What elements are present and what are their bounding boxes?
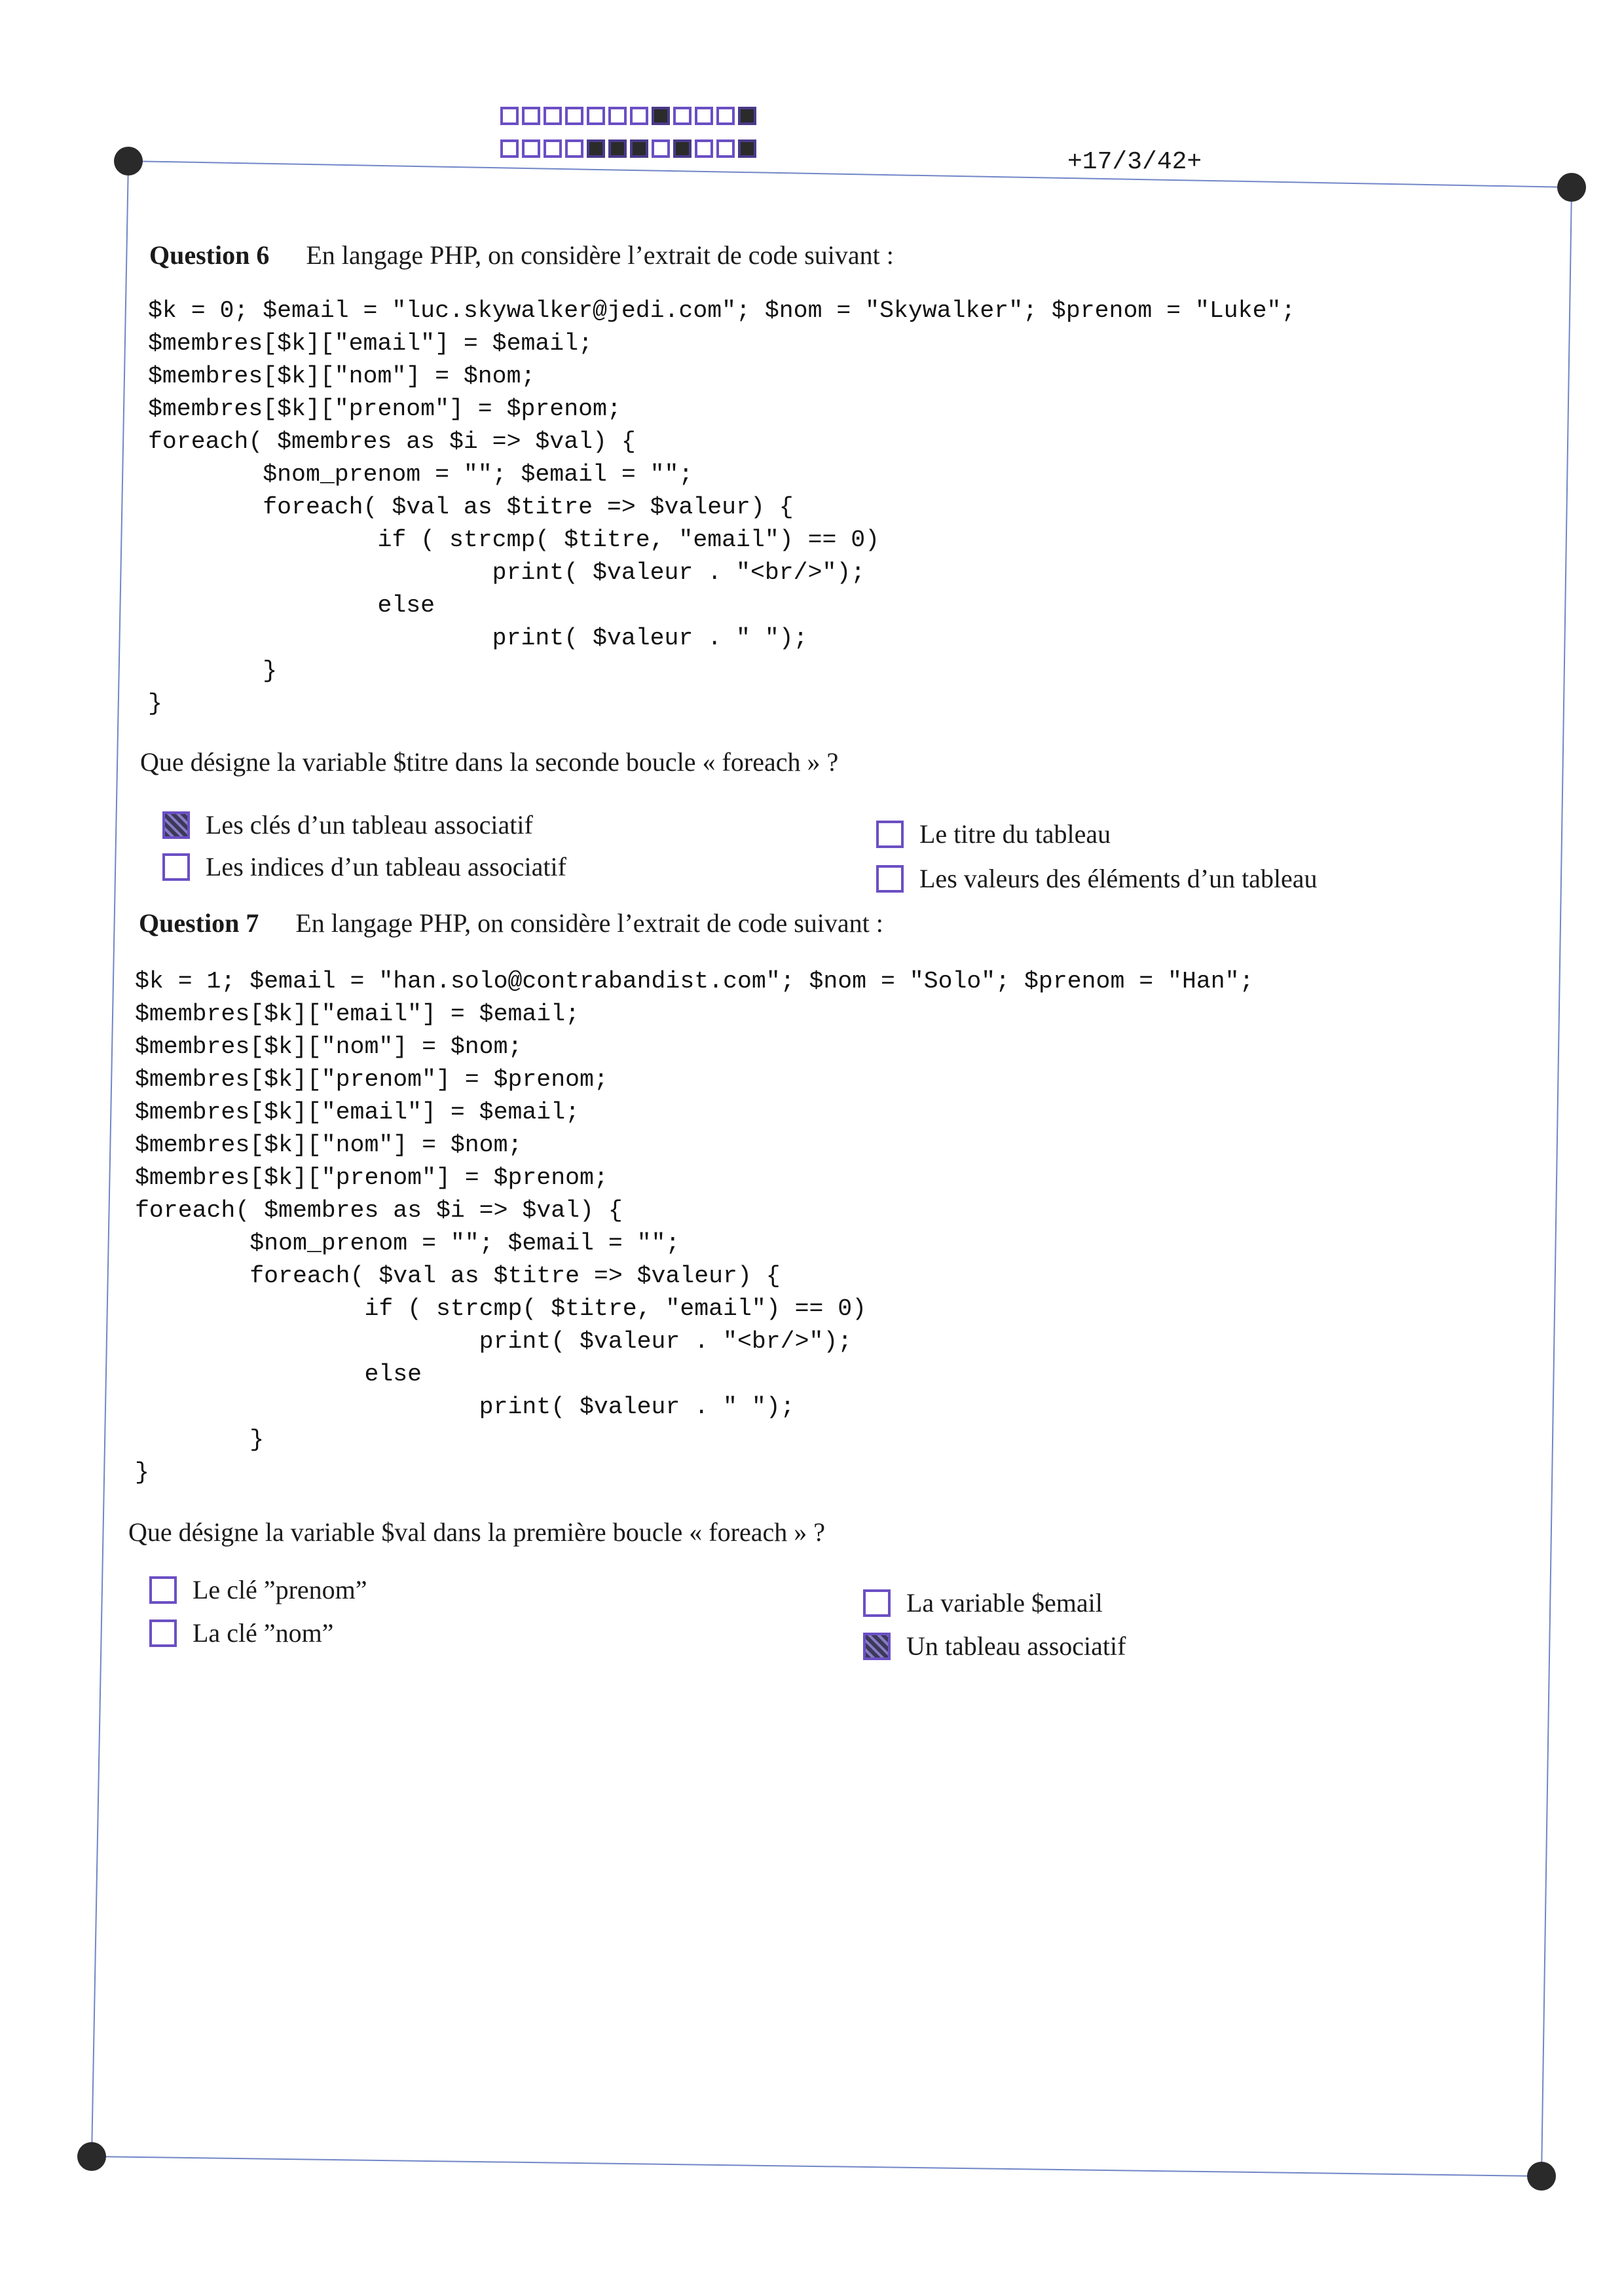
choice-keys[interactable] [162, 809, 533, 840]
page-code: +17/3/42+ [1067, 148, 1202, 176]
checkbox[interactable] [149, 1576, 177, 1604]
choice-label: Un tableau associatif [906, 1631, 1126, 1661]
choice-label: Les clés d’un tableau associatif [206, 810, 533, 840]
id-mark-cell [522, 107, 540, 125]
choice-label: La clé ”nom” [193, 1618, 334, 1648]
id-mark-cell [544, 107, 562, 125]
id-mark-cell [738, 139, 756, 158]
checkbox[interactable] [863, 1589, 891, 1617]
choice-title[interactable] [876, 819, 1111, 849]
question-prompt: Que désigne la variable $titre dans la seconde boucle « foreach » ? [140, 747, 839, 777]
checkbox[interactable] [162, 811, 190, 839]
id-mark-cell [630, 139, 648, 158]
corner-mark-top-left [114, 147, 143, 176]
question-label: Question 7 [139, 908, 259, 938]
choice-values[interactable] [876, 863, 1318, 894]
corner-mark-bottom-right [1527, 2162, 1556, 2191]
code-block: $k = 1; $email = "han.solo@contrabandist.com"; $nom = "Solo"; $prenom = "Han"; $membres[$k]["email"] = $email; $membres[$k]["nom"] = $nom; $membres[$k]["prenom"] = $prenom; $membres[$k]["email"] = $email; $membres[$k]["nom"] = $nom; $membres[$k]["prenom"] = $prenom; foreach( $membres as $i => $val) { $nom_prenom = ""; $email = ""; foreach( $val as $titre => $valeur) { if ( strcmp( $titre, "email") == 0) print( $valeur . "<br/>"); else print( $valeur . " "); } } [135, 968, 1254, 1486]
checkbox[interactable] [863, 1633, 891, 1660]
id-marks-row-2 [500, 139, 760, 158]
id-mark-cell [522, 139, 540, 158]
choice-associative-array[interactable] [863, 1631, 1126, 1661]
id-mark-cell [565, 107, 583, 125]
code-block: $k = 0; $email = "luc.skywalker@jedi.com"; $nom = "Skywalker"; $prenom = "Luke"; $membres[$k]["email"] = $email; $membres[$k]["nom"] = $nom; $membres[$k]["prenom"] = $prenom; foreach( $membres as $i => $val) { $nom_prenom = ""; $email = ""; foreach( $val as $titre => $valeur) { if ( strcmp( $titre, "email") == 0) print( $valeur . "<br/>"); else print( $valeur . " "); } } [148, 297, 1296, 717]
question-label: Question 6 [149, 240, 270, 270]
checkbox[interactable] [876, 821, 904, 848]
choice-indices[interactable] [162, 851, 566, 882]
choice-key-nom[interactable] [149, 1618, 333, 1648]
id-mark-cell [544, 139, 562, 158]
question-intro: En langage PHP, on considère l’extrait de code suivant : [295, 908, 883, 938]
choice-variable-email[interactable] [863, 1587, 1103, 1618]
choice-label: La variable $email [906, 1588, 1103, 1618]
question-prompt: Que désigne la variable $val dans la première boucle « foreach » ? [128, 1517, 825, 1547]
id-mark-cell [738, 107, 756, 125]
choice-label: Le titre du tableau [919, 819, 1111, 849]
id-mark-cell [587, 139, 605, 158]
id-mark-cell [695, 107, 713, 125]
id-mark-cell [608, 107, 627, 125]
id-mark-cell [608, 139, 627, 158]
corner-mark-top-right [1557, 173, 1586, 202]
id-mark-cell [716, 107, 735, 125]
id-mark-cell [652, 107, 670, 125]
id-mark-cell [673, 139, 692, 158]
id-mark-cell [500, 139, 519, 158]
choice-label: Le clé ”prenom” [193, 1575, 367, 1604]
corner-mark-bottom-left [77, 2142, 106, 2171]
question-7-header [139, 908, 883, 938]
checkbox[interactable] [149, 1620, 177, 1647]
id-mark-cell [500, 107, 519, 125]
choice-label: Les indices d’un tableau associatif [206, 852, 566, 881]
choice-label: Les valeurs des éléments d’un tableau [919, 864, 1318, 893]
id-mark-cell [587, 107, 605, 125]
id-mark-cell [716, 139, 735, 158]
id-mark-cell [673, 107, 692, 125]
question-intro: En langage PHP, on considère l’extrait de code suivant : [306, 240, 894, 270]
id-mark-cell [652, 139, 670, 158]
id-mark-cell [630, 107, 648, 125]
question-6-header [149, 240, 894, 270]
id-mark-cell [695, 139, 713, 158]
checkbox[interactable] [876, 865, 904, 893]
id-mark-cell [565, 139, 583, 158]
choice-key-prenom[interactable] [149, 1574, 367, 1605]
id-marks-row-1 [500, 107, 760, 125]
checkbox[interactable] [162, 853, 190, 881]
